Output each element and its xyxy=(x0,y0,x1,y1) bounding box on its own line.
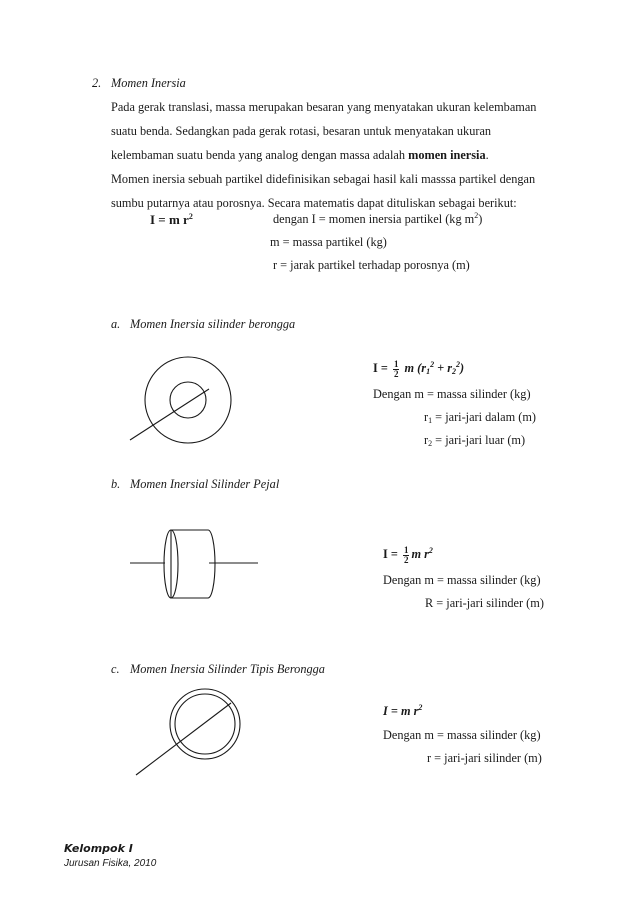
paragraph-line-3: kelembaman suatu benda yang analog dengan massa adalah momen inersia. xyxy=(111,148,489,162)
definition-line-3: r = jarak partikel terhadap porosnya (m) xyxy=(273,258,470,272)
definition-line-2: m = massa partikel (kg) xyxy=(270,235,387,249)
outer-circle xyxy=(170,689,240,759)
solid-cylinder-diagram xyxy=(130,530,258,598)
inner-circle xyxy=(175,694,235,754)
item-b-formula: I = $\frac{1}{2}$ m $r^2$ xyxy=(383,545,433,565)
inner-circle xyxy=(170,382,206,418)
section-number: 2. xyxy=(92,76,102,90)
item-a-formula: I = $\frac{1}{2}$ m $(r_1^2 + r_2^2)$ xyxy=(373,359,465,379)
item-c-desc-1: Dengan m = massa silinder (kg) xyxy=(383,728,541,742)
item-a-desc-1: Dengan m = massa silinder (kg) xyxy=(373,387,531,401)
item-c-formula: I = m $r^2$ xyxy=(383,703,423,718)
item-a-label: a. xyxy=(111,317,121,331)
paragraph-line-5: sumbu putarnya atau porosnya. Secara matematis dapat dituliskan sebagai berikut: xyxy=(111,196,517,210)
paragraph-line-1: Pada gerak translasi, massa merupakan besaran yang menyatakan ukuran kelembaman xyxy=(111,100,537,114)
item-b-label: b. xyxy=(111,477,121,491)
formula-main: I = m $r^2$ xyxy=(150,212,193,227)
radius-line xyxy=(136,703,231,775)
item-c-desc-2: r = jari-jari silinder (m) xyxy=(427,751,542,765)
outer-circle xyxy=(145,357,231,443)
item-b-desc-1: Dengan m = massa silinder (kg) xyxy=(383,573,541,587)
item-c-label: c. xyxy=(111,662,120,676)
definition-line-1: dengan I = momen inersia partikel (kg $m^2$) xyxy=(273,211,483,226)
radius-line xyxy=(130,389,209,440)
thin-hollow-cylinder-diagram xyxy=(136,689,240,775)
item-c-title: Momen Inersia Silinder Tipis Berongga xyxy=(130,662,325,676)
section-title: Momen Inersia xyxy=(111,76,186,90)
item-b-desc-2: R = jari-jari silinder (m) xyxy=(425,596,544,610)
term-momen-inersia: momen inersia xyxy=(408,148,486,162)
footer-group: Kelompok I xyxy=(64,842,133,855)
item-b-title: Momen Inersial Silinder Pejal xyxy=(130,477,280,491)
paragraph-line-2: suatu benda. Sedangkan pada gerak rotasi, besaran untuk menyatakan ukuran xyxy=(111,124,492,138)
item-a-desc-2: $r_1$ = jari-jari dalam (m) xyxy=(424,410,537,425)
item-a-desc-3: $r_2$ = jari-jari luar (m) xyxy=(424,433,526,448)
paragraph-line-4: Momen inersia sebuah partikel didefinisikan sebagai hasil kali masssa partikel dengan xyxy=(111,172,536,186)
item-a-title: Momen Inersia silinder berongga xyxy=(130,317,296,331)
footer-department: Jurusan Fisika, 2010 xyxy=(64,858,157,869)
hollow-cylinder-diagram xyxy=(130,357,231,443)
